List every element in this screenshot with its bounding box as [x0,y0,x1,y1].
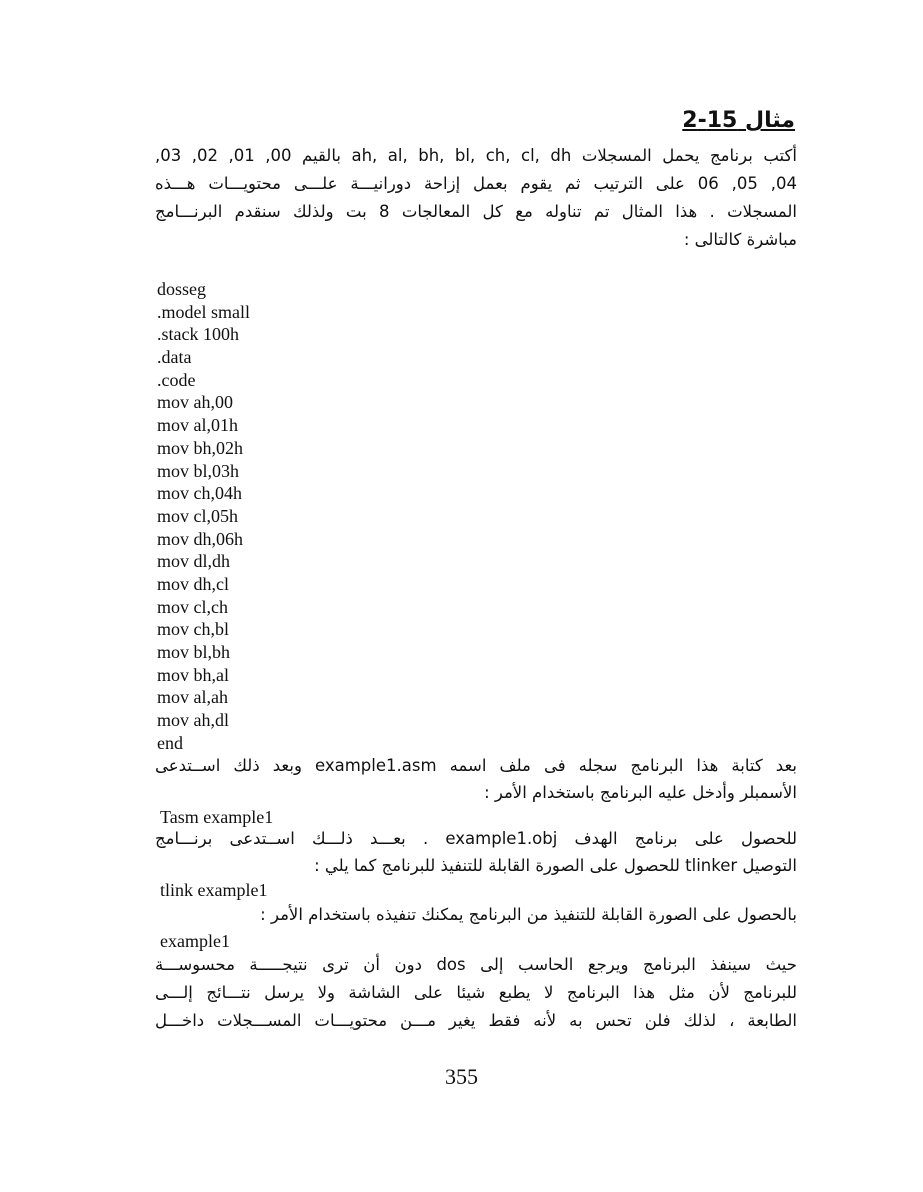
intro-line-4: مباشرة كالتالى : [683,230,797,249]
code-line: end [157,732,183,753]
command-run: example1 [160,931,230,951]
page-number: 355 [445,1064,478,1089]
intro-line-3: المسجلات . هذا المثال تم تناوله مع كل المعالجات 8 بت ولذلك سنقدم البرنـــامج [155,202,797,221]
code-line: mov al,ah [157,687,228,708]
text-line-save-file: بعد كتابة هذا البرنامج سجله فى ملف اسمه example1.asm وبعد ذلك اســتدعى [155,756,797,775]
code-line: mov dl,dh [157,551,231,572]
command-tasm: Tasm example1 [160,807,274,827]
code-line: mov bl,bh [157,642,231,662]
code-line: .data [157,347,192,368]
code-line: mov al,01h [157,415,238,436]
code-line: mov ch,04h [157,483,242,504]
code-line: mov bh,al [157,664,229,685]
code-line: mov bh,02h [157,437,244,458]
code-line: mov dh,06h [157,528,244,549]
text-line-linker: التوصيل tlinker للحصول على الصورة القابلة للتنفيذ للبرنامج كما يلي : [314,856,797,875]
text-line-result-1: حيث سينفذ البرنامج ويرجع الحاسب إلى dos دون أن ترى نتيجـــــة محسوســـة [155,955,797,974]
code-line: mov cl,ch [157,596,228,617]
intro-line-1: أكتب برنامج يحمل المسجلات ah, al, bh, bl, ch, cl, dh بالقيم 00, 01, 02, 03, [155,146,797,165]
command-tlink: tlink example1 [160,880,268,900]
code-line: mov ah,00 [157,392,233,413]
code-line: dosseg [157,279,206,299]
code-line: mov ch,bl [157,619,229,640]
text-line-object: للحصول على برنامج الهدف example1.obj . بعـــد ذلـــك اســتدعى برنـــامج [155,829,797,848]
example-heading: مثال 15-2 [682,108,795,133]
code-line: mov cl,05h [157,505,238,526]
text-line-result-3: الطابعة ، لذلك فلن تحس به لأنه فقط يغير مـــن محتويـــات المســـجلات داخـــل [155,1011,797,1030]
assembly-code-listing [157,278,250,754]
code-line: mov ah,dl [157,710,229,731]
text-line-execute: بالحصول على الصورة القابلة للتنفيذ من البرنامج يمكنك تنفيذه باستخدام الأمر : [260,905,797,924]
code-line: .code [157,369,196,390]
code-line: .model small [157,301,250,322]
code-line: .stack 100h [157,324,239,345]
text-line-result-2: للبرنامج لأن مثل هذا البرنامج لا يطبع شيئا على الشاشة ولا يرسل نتـــائج إلـــى [155,983,797,1002]
code-line: mov dh,cl [157,573,229,594]
text-line-assembler: الأسمبلر وأدخل عليه البرنامج باستخدام الأمر : [484,783,797,802]
intro-line-2: 04, 05, 06 على الترتيب ثم يقوم بعمل إزاحة دورانيـــة علـــى محتويـــات هـــذه [155,174,797,193]
code-line: mov bl,03h [157,460,240,481]
